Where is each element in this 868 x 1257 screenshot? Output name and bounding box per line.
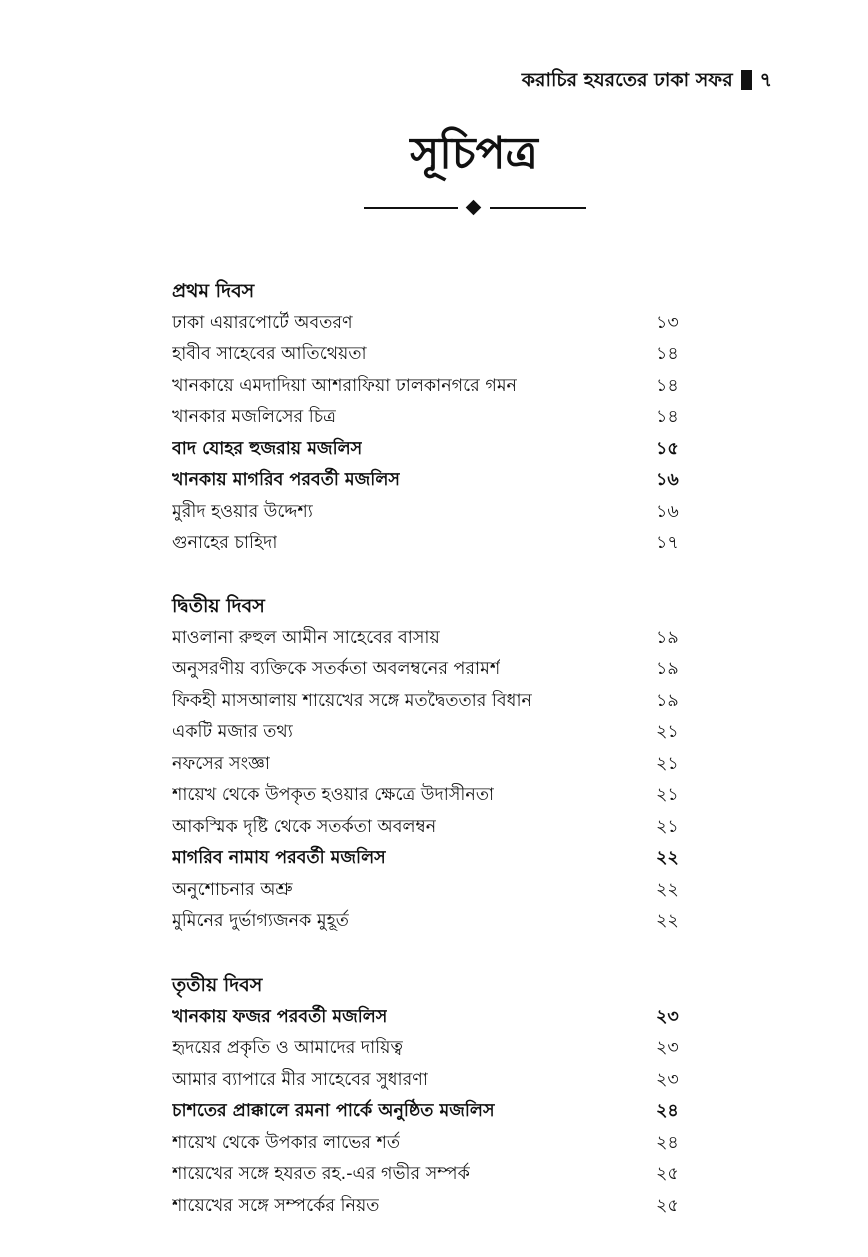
toc-entry <box>172 1159 688 1191</box>
toc-entry-page: ১৯ <box>656 659 679 679</box>
toc-entry-page: ২১ <box>656 753 679 774</box>
toc-entry-page: ১৪ <box>656 344 679 364</box>
toc-entry <box>172 780 688 812</box>
toc-entry-title: অনুশোচনার অশ্রু <box>172 879 293 900</box>
toc-entry <box>172 843 688 875</box>
toc-entry <box>172 528 688 560</box>
toc-entry-title: শায়েখ থেকে উপকৃত হওয়ার ক্ষেত্রে উদাসীনতা <box>172 785 495 805</box>
toc-entry <box>172 1128 688 1160</box>
toc-entry-title: আকস্মিক দৃষ্টি থেকে সতর্কতা অবলম্বন <box>172 816 437 837</box>
toc-entry <box>172 875 688 907</box>
toc-entry <box>172 906 688 938</box>
toc-entry-page: ১৪ <box>656 375 679 396</box>
toc-entry-title: চাশতের প্রাক্কালে রমনা পার্কে অনুষ্ঠিত মজলিস <box>172 1101 495 1121</box>
toc-entry <box>172 497 688 529</box>
toc-entry-title: আমার ব্যাপারে মীর সাহেবের সুধারণা <box>172 1069 428 1090</box>
toc-entry-page: ১৯ <box>656 627 679 648</box>
toc-entry-page: ২২ <box>656 911 679 931</box>
running-header-title: করাচির হযরতের ঢাকা সফর <box>521 69 733 91</box>
page-number: ৭ <box>759 69 772 91</box>
toc-entry-page: ২৩ <box>656 1069 679 1090</box>
toc-entry-title: বাদ যোহর হুজরায় মজলিস <box>172 438 363 459</box>
toc-entry-title: গুনাহের চাহিদা <box>172 533 278 553</box>
toc-entry <box>172 717 688 749</box>
section-heading: তৃতীয় দিবস <box>172 974 263 996</box>
toc-entry-page: ২৩ <box>656 1006 679 1027</box>
toc-entry-title: খানকার মজলিসের চিত্র <box>172 407 337 427</box>
section-heading: প্রথম দিবস <box>172 280 255 302</box>
toc-entry-title: মাওলানা রুহুল আমীন সাহেবের বাসায় <box>172 627 440 648</box>
toc-entry <box>172 339 688 371</box>
toc-entry-page: ১৩ <box>656 312 679 333</box>
toc-entry-title: হৃদয়ের প্রকৃতি ও আমাদের দায়িত্ব <box>172 1038 403 1058</box>
toc-entry <box>172 1002 688 1034</box>
toc-entry-title: শায়েখের সঙ্গে সম্পর্কের নিয়ত <box>172 1195 380 1216</box>
toc-section-day-2 <box>172 591 688 938</box>
toc-entry <box>172 402 688 434</box>
page-title: সূচিপত্র <box>410 128 538 179</box>
toc-entry <box>172 1065 688 1097</box>
toc-entry-page: ১৫ <box>656 438 679 459</box>
toc-entry <box>172 371 688 403</box>
toc-entry <box>172 1191 688 1223</box>
toc-entry-page: ২১ <box>656 722 679 742</box>
toc-entry-page: ১৪ <box>656 407 679 427</box>
toc-entry-page: ১৬ <box>656 470 679 490</box>
toc-entry-title: শায়েখের সঙ্গে হযরত রহ.-এর গভীর সম্পর্ক <box>172 1164 470 1184</box>
toc-section-day-1 <box>172 276 688 560</box>
toc-entry <box>172 686 688 718</box>
toc-entry-title: শায়েখ থেকে উপকার লাভের শর্ত <box>172 1132 400 1153</box>
toc-entry-page: ১৭ <box>656 533 679 553</box>
toc-entry-title: অনুসরণীয় ব্যক্তিকে সতর্কতা অবলম্বনের পরামর্শ <box>172 659 501 679</box>
toc-entry <box>172 623 688 655</box>
toc-entry-page: ২৪ <box>656 1132 679 1153</box>
toc-entry <box>172 1096 688 1128</box>
toc-entry-title: খানকায় মাগরিব পরবর্তী মজলিস <box>172 470 400 490</box>
toc-entry-title: হাবীব সাহেবের আতিথেয়তা <box>172 344 367 364</box>
toc-entry-title: ফিকহী মাসআলায় শায়েখের সঙ্গে মতদ্বৈততার বিধান <box>172 690 532 711</box>
toc-entry <box>172 654 688 686</box>
toc-entry-title: খানকায় ফজর পরবর্তী মজলিস <box>172 1006 388 1027</box>
toc-entry <box>172 434 688 466</box>
toc-entry-page: ২৪ <box>656 1101 679 1121</box>
toc-entry-page: ২২ <box>656 879 679 900</box>
toc-entry-title: ঢাকা এয়ারপোর্টে অবতরণ <box>172 312 353 333</box>
toc-entry <box>172 465 688 497</box>
toc-entry-page: ১৬ <box>656 501 679 522</box>
section-heading: দ্বিতীয় দিবস <box>172 595 265 617</box>
toc-entry <box>172 812 688 844</box>
toc-entry-title: খানকায়ে এমদাদিয়া আশরাফিয়া ঢালকানগরে গমন <box>172 375 517 396</box>
toc-entry-title: মুরীদ হওয়ার উদ্দেশ্য <box>172 501 313 522</box>
toc-entry <box>172 1033 688 1065</box>
toc-entry-page: ২৫ <box>656 1195 679 1216</box>
toc-entry-page: ২২ <box>656 848 679 868</box>
toc-entry-page: ২৩ <box>656 1038 679 1058</box>
toc-entry-page: ২৫ <box>656 1164 679 1184</box>
toc-entry <box>172 749 688 781</box>
toc-entry-title: নফসের সংজ্ঞা <box>172 753 270 774</box>
toc-entry <box>172 308 688 340</box>
toc-entry-title: মাগরিব নামায পরবর্তী মজলিস <box>172 848 386 868</box>
toc-entry-page: ২১ <box>656 785 679 805</box>
toc-entry-page: ১৯ <box>656 690 679 711</box>
toc-section-day-3 <box>172 970 688 1222</box>
toc-entry-page: ২১ <box>656 816 679 837</box>
toc-entry-title: মুমিনের দুর্ভাগ্যজনক মুহূর্ত <box>172 911 349 931</box>
toc-entry-title: একটি মজার তথ্য <box>172 722 293 742</box>
